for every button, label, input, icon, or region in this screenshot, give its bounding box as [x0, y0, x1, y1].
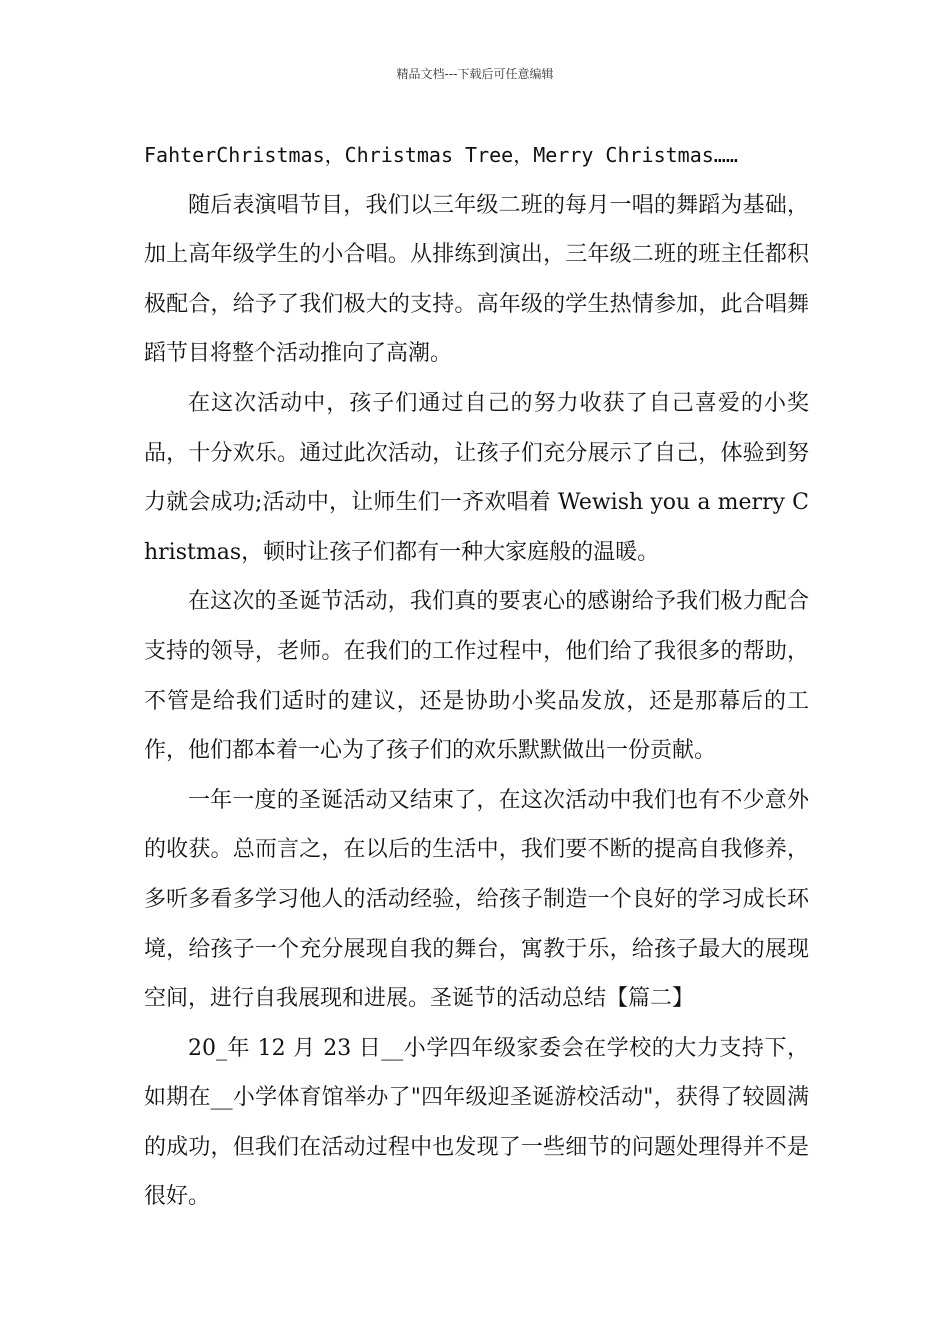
document-body: [144, 131, 809, 1222]
paragraph-2: 随后表演唱节目，我们以三年级二班的每月一唱的舞蹈为基础，加上高年级学生的小合唱。从排练到演出，三年级二班的班主任都积极配合，给予了我们极大的支持。高年级的学生热情参加，此合唱舞蹈节目将整个活动推向了高潮。: [144, 192, 809, 367]
paragraph-1: FahterChristmas，Christmas Tree，Merry Christmas……: [144, 143, 738, 167]
paragraph-5: 一年一度的圣诞活动又结束了，在这次活动中我们也有不少意外的收获。总而言之，在以后的生活中，我们要不断的提高自我修养，多听多看多学习他人的活动经验，给孩子制造一个良好的学习成长环境，给孩子一个充分展现自我的舞台，寓教于乐，给孩子最大的展现空间，进行自我展现和进展。圣诞节的活动总结【篇二】: [144, 787, 809, 1012]
paragraph-4: 在这次的圣诞节活动，我们真的要衷心的感谢给予我们极力配合支持的领导，老师。在我们的工作过程中，他们给了我很多的帮助，不管是给我们适时的建议，还是协助小奖品发放，还是那幕后的工作，他们都本着一心为了孩子们的欢乐默默做出一份贡献。: [144, 589, 809, 764]
paragraph-3: 在这次活动中，孩子们通过自己的努力收获了自己喜爱的小奖品，十分欢乐。通过此次活动，让孩子们充分展示了自己，体验到努力就会成功;活动中，让师生们一齐欢唱着 Wewish you a merry Christmas，顿时让孩子们都有一种大家庭般的温暖。: [144, 390, 809, 565]
page-header: 精品文档---下载后可任意编辑: [396, 67, 554, 81]
paragraph-6: 20_年 12 月 23 日__小学四年级家委会在学校的大力支持下，如期在__小学体育馆举办了"四年级迎圣诞游校活动"，获得了较圆满的成功，但我们在活动过程中也发现了一些细节的问题处理得并不是很好。: [144, 1035, 809, 1210]
